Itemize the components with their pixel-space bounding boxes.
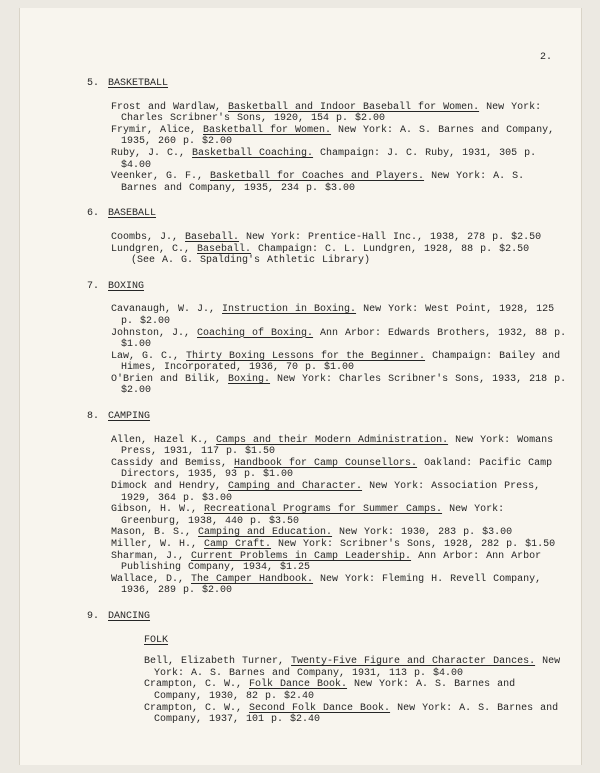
entry-title: Handbook for Camp Counsellors. [234,457,418,469]
bibliography-entry [111,232,567,244]
bibliography-entry [111,551,567,574]
entry-author: Frost and Wardlaw, [111,101,229,113]
entry-title: Camp Craft. [204,539,272,550]
entry-title: Second Folk Dance Book. [249,702,391,714]
entry-publication: New York: A. S. Barnes and Company, 1935, 234 p. $3.00 [121,171,525,194]
section-title: DANCING [108,610,151,622]
section-heading [87,208,567,220]
bibliography-entry [111,435,567,458]
entry-title: Basketball and Indoor Baseball for Women. [228,101,480,113]
entry-author: Wallace, D., [111,573,192,585]
entry-note: (See A. G. Spalding's Athletic Library) [131,255,371,267]
entry-publication: New York: Prentice-Hall Inc., 1938, 278 p. $2.50 [239,231,542,243]
entry-author: Johnston, J., [111,327,198,339]
entry-author: Law, G. C., [111,350,187,362]
entry-author: Crampton, C. W., [144,702,250,714]
bibliography-entry [111,527,567,539]
entry-author: Cassidy and Bemiss, [111,457,235,469]
bibliography-entry [144,656,567,679]
entry-title: Folk Dance Book. [249,679,348,691]
bibliography-entry [111,244,567,267]
entry-publication: Oakland: Pacific Camp Directors, 1935, 93 p. $1.00 [121,457,553,481]
entry-title: Baseball. [197,243,252,255]
entry-publication: Champaign: C. L. Lundgren, 1928, 88 p. $2.50 [251,243,530,255]
entry-publication: Champaign: Bailey and Himes, Incorporated, 1936, 70 p. $1.00 [121,350,561,374]
entry-author: Miller, W. H., [111,539,205,550]
bibliography-entry [144,703,567,726]
bibliography-entry [111,102,567,125]
bibliography-entry [111,504,567,527]
entry-title: Camping and Character. [228,481,363,493]
entry-publication: New York: West Point, 1928, 125 p. $2.00 [121,304,555,327]
section-baseball [87,208,567,266]
entry-publication: Champaign: J. C. Ruby, 1931, 305 p. $4.00 [121,147,537,171]
entry-publication: New York: Association Press, 1929, 364 p. $3.00 [121,481,541,504]
entry-title: The Camper Handbook. [191,573,314,585]
entry-author: Frymir, Alice, [111,124,204,136]
entry-author: Crampton, C. W., [144,679,250,691]
entry-publication: New York: Fleming H. Revell Company, 1936, 289 p. $2.00 [121,573,542,597]
entry-publication: New York: Charles Scribner's Sons, 1920, 154 p. $2.00 [121,101,542,125]
entry-title: Coaching of Boxing. [197,327,314,339]
entry-author: Gibson, H. W., [111,504,205,516]
entry-title: Instruction in Boxing. [222,304,357,316]
section-title: BASEBALL [108,208,157,220]
entry-author: Allen, Hazel K., [111,434,217,446]
section-number: 9. [87,610,100,622]
section-camping [87,411,567,597]
entry-author: Dimock and Hendry, [111,481,229,493]
entry-title: Thirty Boxing Lessons for the Beginner. [186,350,426,362]
bibliography-entry [111,458,567,481]
bibliography-entry [111,374,567,397]
entry-publication: Ann Arbor: Edwards Brothers, 1932, 88 p. $1.00 [121,327,567,351]
bibliography-entry [111,351,567,374]
entry-title: Current Problems in Camp Leadership. [191,550,412,562]
entry-title: Basketball for Women. [203,124,332,136]
entry-publication: New York: A. S. Barnes and Company, 1931, 113 p. $4.00 [154,656,561,679]
entry-publication: New York: Womans Press, 1931, 117 p. $1.50 [121,434,554,458]
entry-publication: New York: A. S. Barnes and Company, 1937, 101 p. $2.40 [154,702,559,726]
section-basketball [87,78,567,194]
section-title: BOXING [108,280,145,292]
entry-publication: New York: Scribner's Sons, 1928, 282 p. $1.50 [271,539,556,550]
entry-publication: New York: A. S. Barnes and Company, 1935, 260 p. $2.00 [121,124,555,148]
entry-author: Mason, B. S., [111,527,199,539]
entry-author: Coombs, J., [111,231,186,243]
entry-title: Basketball for Coaches and Players. [210,171,425,183]
section-title: BASKETBALL [108,78,169,89]
entry-author: Lundgren, C., [111,243,198,255]
entry-title: Camping and Education. [198,527,333,539]
entry-author: Bell, Elizabeth Turner, [144,656,292,668]
entry-title: Boxing. [228,373,271,385]
entry-publication: New York: Charles Scribner's Sons, 1933, 218 p. $2.00 [121,373,567,397]
bibliography-entry [111,125,567,148]
entry-publication: New York: A. S. Barnes and Company, 1930, 82 p. $2.40 [154,679,516,702]
bibliography-entry [111,148,567,171]
bibliography-entry [111,481,567,504]
bibliography-entry [111,304,567,327]
entry-title: Twenty-Five Figure and Character Dances. [291,656,536,668]
sub-heading-folk: FOLK [144,634,169,646]
entry-title: Basketball Coaching. [192,147,314,159]
bibliography-entry [144,679,567,702]
bibliography-entry [111,328,567,351]
entry-publication: New York: 1930, 283 p. $3.00 [332,527,513,539]
entry-publication: Ann Arbor: Ann Arbor Publishing Company, 1934, $1.25 [121,550,542,574]
entry-author: O'Brien and Bilik, [111,373,229,385]
section-heading [87,411,567,423]
section-dancing [87,611,567,726]
section-heading [87,78,567,90]
entry-title: Baseball. [185,231,240,243]
section-title: CAMPING [108,411,151,423]
section-number: 5. [87,78,100,89]
document-page [19,8,582,765]
section-heading [87,281,567,293]
entry-author: Sharman, J., [111,550,192,562]
bibliography-list [87,78,567,740]
section-number: 8. [87,411,100,423]
page-number: 2. [540,52,553,63]
entry-title: Recreational Programs for Summer Camps. [204,504,443,516]
section-number: 6. [87,208,100,220]
section-heading [87,611,567,623]
entry-author: Cavanaugh, W. J., [111,304,223,316]
bibliography-entry [111,171,567,194]
section-number: 7. [87,280,100,292]
entry-title: Camps and their Modern Administration. [216,434,449,446]
bibliography-entry [111,574,567,597]
bibliography-entry [111,539,567,551]
entry-author: Ruby, J. C., [111,147,193,159]
entry-publication: New York: Greenburg, 1938, 440 p. $3.50 [121,504,505,527]
section-boxing [87,281,567,397]
entry-author: Veenker, G. F., [111,171,211,183]
